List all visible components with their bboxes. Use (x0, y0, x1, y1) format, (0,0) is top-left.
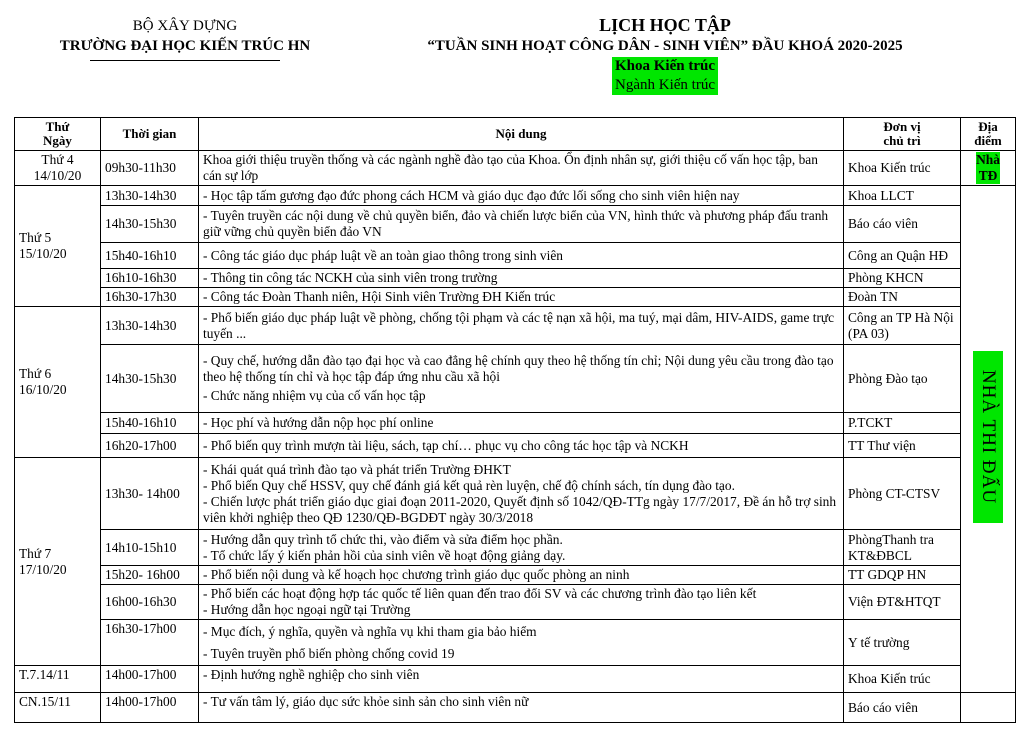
content-cell: - Học phí và hướng dẫn nộp học phí online (199, 413, 844, 434)
content-cell: - Phổ biến quy trình mượn tài liệu, sách, tạp chí… phục vụ cho công tác học tập và NCKH (199, 434, 844, 458)
unit-cell: Viện ĐT&HTQT (844, 585, 961, 620)
table-row (15, 458, 1016, 530)
time-cell: 16h30-17h30 (101, 288, 199, 307)
unit-cell: TT Thư viện (844, 434, 961, 458)
unit-cell: Báo cáo viên (844, 206, 961, 243)
table-row (15, 566, 1016, 585)
table-row (15, 288, 1016, 307)
table-row (15, 434, 1016, 458)
day-cell: CN.15/11 (15, 693, 101, 723)
day-cell: T.7.14/11 (15, 666, 101, 693)
unit-cell: Công an TP Hà Nội (PA 03) (844, 307, 961, 345)
faculty-name: Khoa Kiến trúc (612, 57, 718, 76)
unit-cell: Y tế trường (844, 620, 961, 666)
time-cell: 15h40-16h10 (101, 243, 199, 269)
table-row (15, 243, 1016, 269)
time-cell: 16h30-17h00 (101, 620, 199, 666)
time-cell: 13h30- 14h00 (101, 458, 199, 530)
table-row (15, 585, 1016, 620)
time-cell: 14h10-15h10 (101, 530, 199, 566)
location-cell-main (961, 186, 1016, 693)
table-row (15, 666, 1016, 693)
col-header-day: Thứ Ngày (15, 118, 101, 151)
content-cell: - Khái quát quá trình đào tạo và phát triển Trường ĐHKT - Phổ biến Quy chế HSSV, quy chế đánh giá kết quả rèn luyện, chế độ chính sách, tín dụng đào tạo. - Chiến lược phát triển giáo dục giai đoạn 2011-2020, Quyết định số 1042/QĐ-TTg ngày 17/7/2017, Đề án hỗ trợ sinh viên khởi nghiệp theo QĐ 1230/QĐ-BGDĐT ngày 30/3/2018 (199, 458, 844, 530)
document-subtitle: “TUẦN SINH HOẠT CÔNG DÂN - SINH VIÊN” ĐẦU KHOÁ 2020-2025 (427, 38, 903, 54)
ministry-name: BỘ XÂY DỰNG (132, 18, 238, 34)
location-cell-empty (961, 693, 1016, 723)
table-header-row (15, 118, 1016, 151)
unit-cell: Khoa Kiến trúc (844, 666, 961, 693)
time-cell: 15h20- 16h00 (101, 566, 199, 585)
day-cell: Thứ 6 16/10/20 (15, 307, 101, 458)
time-cell: 14h00-17h00 (101, 666, 199, 693)
table-row (15, 151, 1016, 186)
unit-cell: Phòng CT-CTSV (844, 458, 961, 530)
unit-cell: Phòng Đào tạo (844, 345, 961, 413)
table-row (15, 206, 1016, 243)
day-cell: Thứ 4 14/10/20 (15, 151, 101, 186)
schedule-table (14, 117, 1016, 723)
col-header-unit: Đơn vị chủ trì (844, 118, 961, 151)
table-row (15, 620, 1016, 666)
content-cell: - Công tác giáo dục pháp luật về an toàn giao thông trong sinh viên (199, 243, 844, 269)
time-cell: 13h30-14h30 (101, 186, 199, 206)
content-cell: - Tuyên truyền các nội dung về chủ quyền biển, đảo và chiến lược biển của VN, hình thức và phương pháp đấu tranh giữ vững chủ quyền biển đảo VN (199, 206, 844, 243)
table-row (15, 530, 1016, 566)
unit-cell: Báo cáo viên (844, 693, 961, 723)
major-name: Ngành Kiến trúc (612, 76, 718, 95)
content-cell: - Mục đích, ý nghĩa, quyền và nghĩa vụ khi tham gia bảo hiểm - Tuyên truyền phổ biến phòng chống covid 19 (199, 620, 844, 666)
time-cell: 16h10-16h30 (101, 269, 199, 288)
table-row (15, 186, 1016, 206)
unit-cell: Đoàn TN (844, 288, 961, 307)
time-cell: 15h40-16h10 (101, 413, 199, 434)
content-cell: - Phổ biến giáo dục pháp luật về phòng, chống tội phạm và các tệ nạn xã hội, ma tuý, mại dâm, HIV-AIDS, game trực tuyến ... (199, 307, 844, 345)
table-row (15, 693, 1016, 723)
col-header-location: Địa điểm (961, 118, 1016, 151)
time-cell: 13h30-14h30 (101, 307, 199, 345)
university-name: TRƯỜNG ĐẠI HỌC KIẾN TRÚC HN (59, 38, 311, 54)
time-cell: 09h30-11h30 (101, 151, 199, 186)
table-row (15, 413, 1016, 434)
day-cell: Thứ 7 17/10/20 (15, 458, 101, 666)
time-cell: 14h30-15h30 (101, 206, 199, 243)
issuer-underline (90, 60, 280, 61)
col-header-content: Nội dung (199, 118, 844, 151)
content-cell: - Quy chế, hướng dẫn đào tạo đại học và cao đẳng hệ chính quy theo hệ thống tín chỉ; Nội dung yêu cầu trong đào tạo theo hệ thống tín chỉ và học tập đáp ứng nhu cầu xã hội - Chức năng nhiệm vụ của cố vấn học tập (199, 345, 844, 413)
unit-cell: PhòngThanh tra KT&ĐBCL (844, 530, 961, 566)
time-cell: 16h20-17h00 (101, 434, 199, 458)
content-cell: - Tư vấn tâm lý, giáo dục sức khỏe sinh sản cho sinh viên nữ (199, 693, 844, 723)
location-cell (961, 151, 1016, 186)
content-cell: - Phổ biến các hoạt động hợp tác quốc tế liên quan đến trao đổi SV và các chương trình đào tạo liên kết - Hướng dẫn học ngoại ngữ tại Trường (199, 585, 844, 620)
table-row (15, 269, 1016, 288)
time-cell: 14h00-17h00 (101, 693, 199, 723)
col-header-time: Thời gian (101, 118, 199, 151)
unit-cell: Phòng KHCN (844, 269, 961, 288)
document-title: LỊCH HỌC TẬP (599, 15, 731, 35)
day-cell: Thứ 5 15/10/20 (15, 186, 101, 307)
content-cell: - Học tập tấm gương đạo đức phong cách HCM và giáo dục đạo đức lối sống cho sinh viên hiện nay (199, 186, 844, 206)
document-heading (350, 14, 980, 95)
unit-cell: Khoa LLCT (844, 186, 961, 206)
time-cell: 14h30-15h30 (101, 345, 199, 413)
unit-cell: Công an Quận HĐ (844, 243, 961, 269)
unit-cell: Khoa Kiến trúc (844, 151, 961, 186)
unit-cell: TT GDQP HN (844, 566, 961, 585)
unit-cell: P.TCKT (844, 413, 961, 434)
table-row (15, 345, 1016, 413)
location-main-label: NHÀ THI ĐẤU (978, 369, 999, 505)
content-cell: Khoa giới thiệu truyền thống và các ngành nghề đào tạo của Khoa. Ổn định nhân sự, giới thiệu cố vấn học tập, ban cán sự lớp (199, 151, 844, 186)
content-cell: - Hướng dẫn quy trình tổ chức thi, vào điểm và sửa điểm học phần. - Tổ chức lấy ý kiến phản hồi của sinh viên về hoạt động giảng dạy. (199, 530, 844, 566)
time-cell: 16h00-16h30 (101, 585, 199, 620)
content-cell: - Công tác Đoàn Thanh niên, Hội Sinh viên Trường ĐH Kiến trúc (199, 288, 844, 307)
location-badge: Nhà TĐ (976, 152, 1000, 183)
content-cell: - Thông tin công tác NCKH của sinh viên trong trường (199, 269, 844, 288)
location-badge-vertical (973, 351, 1003, 523)
content-cell: - Định hướng nghề nghiệp cho sinh viên (199, 666, 844, 693)
table-row (15, 307, 1016, 345)
issuer-block (40, 16, 330, 61)
content-cell: - Phổ biến nội dung và kế hoạch học chương trình giáo dục quốc phòng an ninh (199, 566, 844, 585)
